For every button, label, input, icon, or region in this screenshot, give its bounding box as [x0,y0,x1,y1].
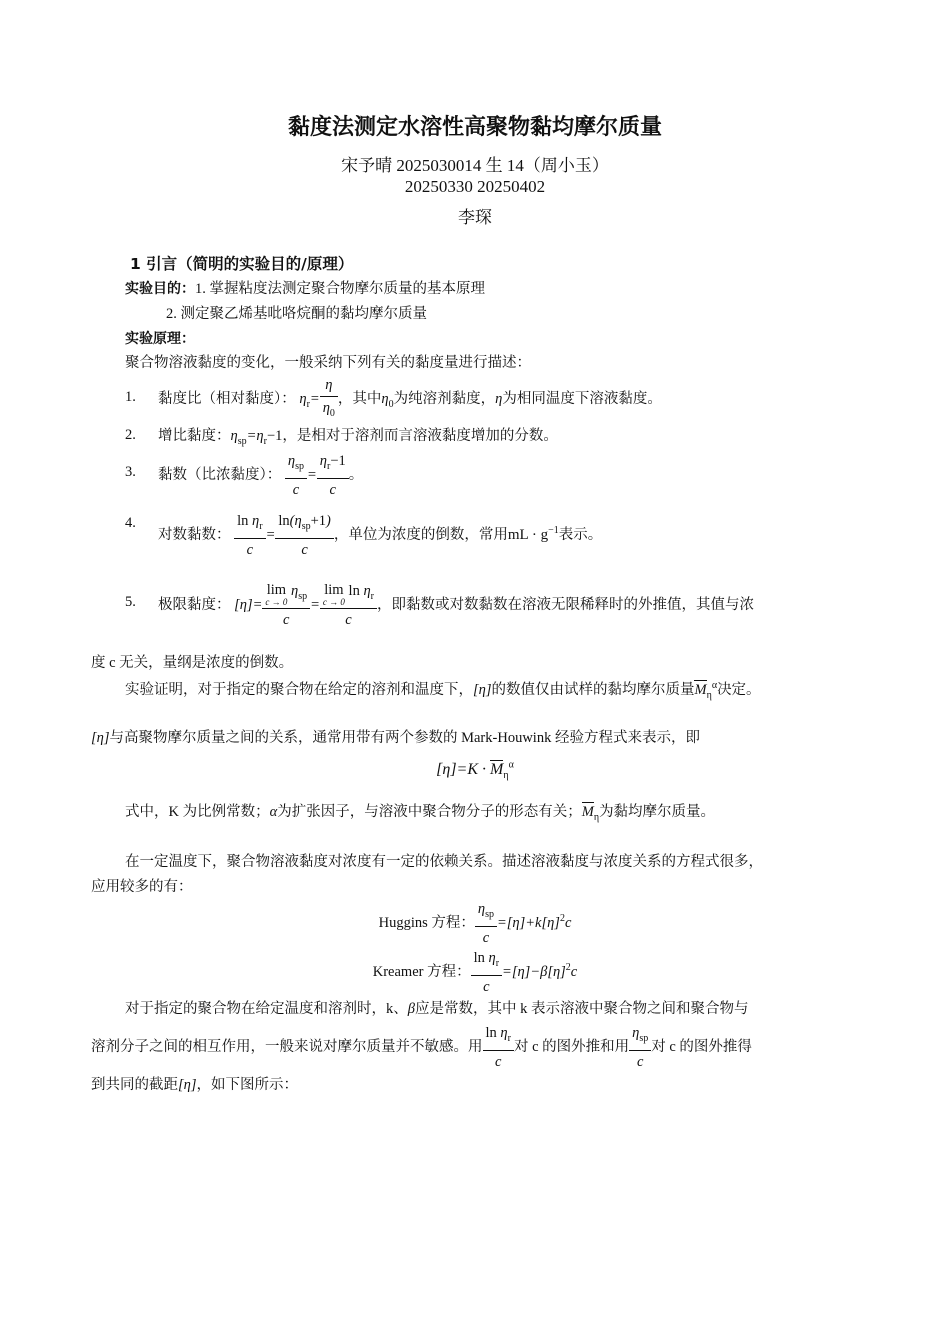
paragraph-5: 对于指定的聚合物在给定温度和溶剂时，k、β应是常数，其中 k 表示溶液中聚合物之间和聚合物与 [125,1001,749,1017]
purpose-item-1: 1. 掌握粘度法测定聚合物摩尔质量的基本原理 [195,281,485,297]
paragraph-3: 式中，K 为比例常数；α为扩张因子，与溶液中聚合物分子的形态有关；$M_\eta$为黏均摩尔质量。 [125,804,716,823]
kreamer-label: Kreamer 方程： [372,963,471,980]
purpose-label: 实验目的： [125,281,195,297]
formula-intrinsic-viscosity: [η]= lim c → 0 $\eta_{sp}$ c = lim c → 0 $\ln \eta_r$ c [234,597,377,613]
unit-base: mL · g [507,526,549,543]
paragraph-2: [η]与高聚物摩尔质量之间的关系，通常用带有两个参数的 Mark-Houwink 经验方程式来表示，即 [91,730,700,746]
paragraph-4-line-2: 应用较多的有： [91,879,193,895]
item-1-text-c: 为相同温度下溶液黏度。 [502,390,662,407]
item-4-text: ，单位为浓度的倒数，常用 [333,526,508,543]
item-4-label: 对数黏数： [158,526,231,543]
purpose-item-2: 2. 测定聚乙烯基吡咯烷酮的黏均摩尔质量 [166,306,427,322]
item-1-text-a: ，其中 [337,390,382,407]
item-4-number: 4. [125,515,136,531]
formula-reduced-viscosity: $\frac{\eta_{sp}}{c}$ = $\frac{\eta_r-1}{c}$ [285,467,349,483]
item-2-label: 增比黏度： [158,428,231,444]
document-title: 黏度法测定水溶性高聚物黏均摩尔质量 [287,115,662,140]
item-1-number: 1. [125,389,136,405]
item-3-text: 。 [348,466,364,483]
paragraph-6-a: 溶剂分子之间的相互作用，一般来说对摩尔质量并不敏感。用 [91,1038,483,1055]
item-3-number: 3. [125,464,136,480]
paragraph-7: 到共同的截距[η]，如下图所示： [91,1077,298,1093]
formula-inherent-viscosity: $\frac{\ln \eta_r}{c}$ = $\frac{\ln(\eta_{sp}+1)}{c}$ [234,527,334,543]
item-5-number: 5. [125,594,136,610]
item-3 [158,450,363,501]
author-line: 宋予晴 2025030014 生 14（周小玉） [341,156,609,175]
item-5-text: ，即黏数或对数黏数在溶液无限稀释时的外推值，其值与浓 [377,596,754,613]
paragraph-5-a: 对于指定的聚合物在给定温度和溶剂时，k、 [125,1001,408,1017]
mark-houwink-equation: $[\eta]=K \cdot M_\eta^\alpha$ [436,760,514,782]
principle-intro: 聚合物溶液黏度的变化，一般采纳下列有关的黏度量进行描述： [125,355,531,371]
item-2 [158,424,558,447]
principle-label: 实验原理： [125,331,195,347]
huggins-equation: Huggins 方程： $\frac{\eta_{sp}}{c}$ $=[\eta]+k[\eta]^2c$ [0,898,950,949]
partner-name: 李琛 [458,208,492,227]
paragraph-7-b: ，如下图所示： [196,1077,298,1093]
item-4-text2: 表示。 [558,526,603,543]
kreamer-equation: Kreamer 方程： $\frac{\ln \eta_r}{c}$ $=[\eta]-\beta[\eta]^2c$ [0,947,950,998]
paragraph-4-line-1: 在一定温度下，聚合物溶液黏度对浓度有一定的依赖关系。描述溶液黏度与浓度关系的方程式很多， [125,854,763,870]
item-2-text: ，是相对于溶剂而言溶液黏度增加的分数。 [282,428,558,444]
paragraph-1-b: 的数值仅由试样的黏均摩尔质量 [491,682,695,698]
huggins-label: Huggins 方程： [378,914,475,931]
unit-exponent: −1 [548,524,559,536]
purpose-line [125,277,485,298]
paragraph-1-a: 实验证明，对于指定的聚合物在给定的溶剂和温度下， [125,682,473,698]
item-1: 黏度比（相对黏度）： $\eta_r=$ $\frac{\eta}{\eta_0}$ ，其中$\eta_0$为纯溶剂黏度，η为相同温度下溶液黏度。 [158,374,662,425]
item-5 [158,580,754,631]
paragraph-1: 实验证明，对于指定的聚合物在给定的溶剂和温度下，[η]的数值仅由试样的黏均摩尔质量$M_\eta^\alpha$决定。 [125,680,761,701]
paragraph-3-b: 为扩张因子，与溶液中聚合物分子的形态有关； [277,804,582,820]
date-line: 20250330 20250402 [404,177,546,196]
paragraph-3-a: 式中，K 为比例常数； [125,804,270,820]
paragraph-5-b: 应是常数，其中 k 表示溶液中聚合物之间和聚合物与 [414,1001,749,1017]
section-heading: 1 引言（简明的实验目的/原理） [130,255,354,273]
item-4 [158,510,602,561]
item-3-label: 黏数（比浓黏度）： [158,466,282,483]
paragraph-6: 溶剂分子之间的相互作用，一般来说对摩尔质量并不敏感。用 $\frac{\ln \eta_r}{c}$ 对 c 的图外推和用 $\frac{\eta_{sp}}{c}$ 对 c 的图外推得 [91,1022,752,1073]
item-4-unit [507,524,559,543]
paragraph-6-c: 对 c 的图外推得 [651,1038,752,1055]
item-2-number: 2. [125,427,136,443]
paragraph-2-text: 与高聚物摩尔质量之间的关系，通常用带有两个参数的 Mark-Houwink 经验方程式来表示，即 [109,730,700,746]
paragraph-3-c: 为黏均摩尔质量。 [599,804,716,820]
item-5-label: 极限黏度： [158,596,231,613]
item-1-text-b: 为纯溶剂黏度， [393,390,496,407]
formula-relative-viscosity: $\eta_r=$ $\frac{\eta}{\eta_0}$ [299,391,338,407]
item-1-label: 黏度比（相对黏度）： [158,390,296,407]
paragraph-6-b: 对 c 的图外推和用 [513,1038,630,1055]
formula-specific-viscosity: $\eta_{sp}=\eta_r-1$ [230,428,283,447]
paragraph-1-c: 决定。 [717,682,761,698]
item-5-continued: 度 c 无关，量纲是浓度的倒数。 [91,655,294,671]
paragraph-7-a: 到共同的截距 [91,1077,178,1093]
